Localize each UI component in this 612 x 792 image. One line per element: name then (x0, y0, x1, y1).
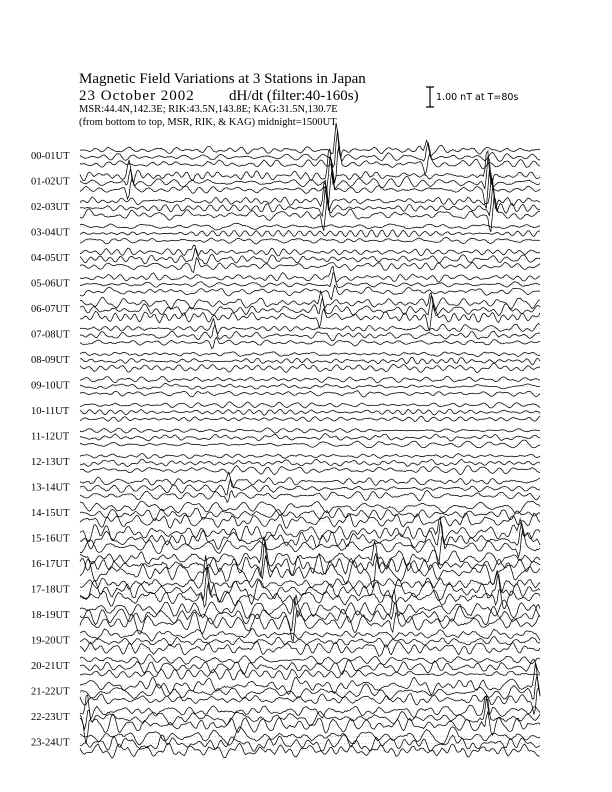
hour-label: 13-14UT (31, 482, 70, 494)
hour-label: 14-15UT (31, 508, 70, 519)
hour-label: 09-10UT (31, 380, 70, 392)
trace-msr (80, 145, 540, 183)
trace-kag (80, 472, 540, 487)
trace-msr (80, 416, 540, 422)
trace-msr (80, 285, 540, 299)
hour-labels (31, 151, 70, 749)
trace-kag (80, 291, 540, 310)
trace-kag (80, 655, 540, 665)
hour-label: 20-21UT (31, 661, 70, 672)
trace-rik (80, 508, 540, 520)
trace-kag (80, 319, 540, 334)
trace-msr (80, 669, 540, 680)
hour-label: 06-07UT (31, 304, 70, 315)
chart-date: 23 October 2002 (79, 88, 195, 104)
hour-label: 03-04UT (31, 227, 70, 239)
trace-rik (80, 157, 540, 189)
trace-kag (80, 179, 540, 211)
trace-msr (80, 363, 540, 373)
hour-label: 12-13UT (31, 457, 70, 468)
station-traces (80, 123, 540, 758)
trace-msr (80, 391, 540, 397)
trace-kag (80, 245, 540, 256)
trace-msr (80, 337, 540, 349)
trace-kag (80, 266, 540, 282)
hour-label: 02-03UT (31, 202, 70, 213)
trace-msr (80, 491, 540, 503)
hour-label: 16-17UT (31, 559, 70, 570)
scale-bar-label: 1.00 nT at T=80s (436, 92, 519, 103)
hour-label: 01-02UT (31, 176, 70, 188)
trace-rik (80, 325, 540, 341)
hour-label: 08-09UT (31, 355, 70, 366)
hour-label: 22-23UT (31, 712, 70, 723)
trace-kag (80, 727, 540, 746)
hour-label: 23-24UT (31, 737, 70, 749)
hour-label: 19-20UT (31, 635, 70, 647)
trace-kag (80, 149, 540, 184)
trace-rik (80, 595, 540, 631)
hour-label: 10-11UT (31, 406, 70, 417)
hour-label: 00-01UT (31, 151, 70, 162)
trace-kag (80, 501, 540, 515)
trace-rik (80, 409, 540, 415)
hour-label: 21-22UT (31, 686, 70, 698)
trace-msr (80, 258, 540, 273)
hour-label: 07-08UT (31, 329, 70, 341)
station-order-note: (from bottom to top, MSR, RIK, & KAG) midnight=1500UT (79, 117, 337, 128)
trace-msr (80, 513, 540, 528)
trace-rik (80, 522, 540, 549)
chart-title: Magnetic Field Variations at 3 Stations in Japan (79, 71, 366, 87)
hour-label: 05-06UT (31, 278, 70, 290)
hour-label: 15-16UT (31, 533, 70, 545)
trace-kag (80, 123, 540, 157)
trace-rik (80, 433, 540, 441)
scale-bar-mark (426, 87, 434, 107)
chart-quantity: dH/dt (filter:40-160s) (229, 88, 359, 104)
trace-msr (80, 305, 540, 331)
hour-label: 11-12UT (31, 431, 70, 443)
trace-kag (80, 402, 540, 408)
hour-label: 18-19UT (31, 610, 70, 621)
trace-rik (80, 357, 540, 365)
trace-msr (80, 530, 540, 564)
scale-bar (426, 87, 434, 107)
trace-msr (80, 238, 540, 245)
trace-kag (80, 555, 540, 595)
hour-label: 17-18UT (31, 584, 70, 596)
hour-label: 04-05UT (31, 253, 70, 264)
station-coordinates: MSR:44.4N,142.3E; RIK:43.5N,143.8E; KAG:31.5N,130.7E (79, 104, 338, 115)
trace-kag (80, 629, 540, 641)
